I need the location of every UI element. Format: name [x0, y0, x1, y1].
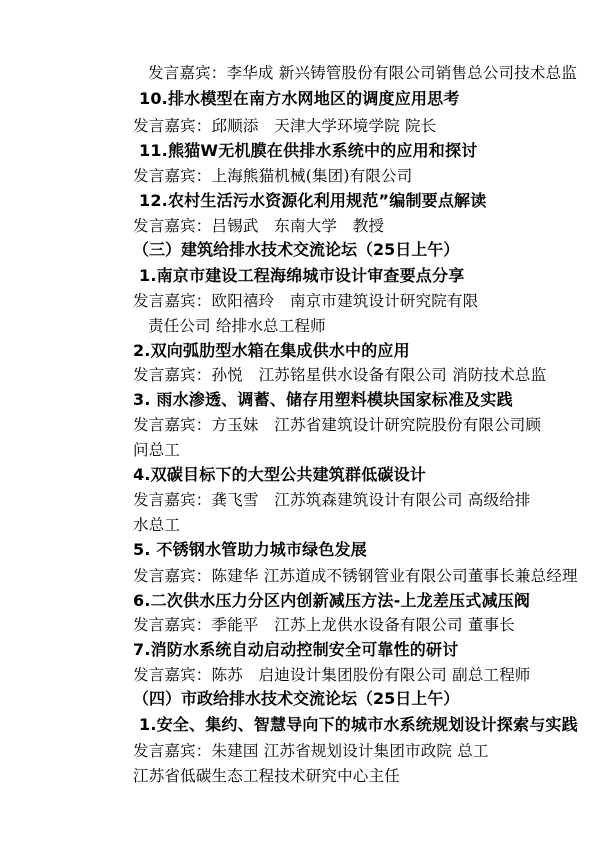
speaker-line: 发言嘉宾：邱顺添 天津大学环境学院 院长 [133, 117, 437, 135]
section-heading: （三）建筑给排水技术交流论坛（25日上午） [133, 240, 460, 259]
speaker-line-continued: 水总工 [133, 516, 181, 534]
speaker-line: 发言嘉宾：朱建国 江苏省规划设计集团市政院 总工 [133, 742, 489, 760]
speaker-line: 发言嘉宾：季能平 江苏上龙供水设备有限公司 董事长 [133, 616, 515, 634]
speaker-line: 发言嘉宾：欧阳禧玲 南京市建筑设计研究院有限 [133, 292, 479, 310]
speaker-line: 发言嘉宾：陈苏 启迪设计集团股份有限公司 副总工程师 [133, 666, 531, 684]
speaker-line: 发言嘉宾：孙悦 江苏铭星供水设备有限公司 消防技术总监 [133, 366, 547, 384]
speaker-line-continued: 问总工 [133, 441, 181, 459]
talk-title: 1.南京市建设工程海绵城市设计审查要点分享 [139, 266, 465, 285]
talk-title: 7.消防水系统自动启动控制安全可靠性的研讨 [133, 640, 459, 659]
talk-title: 2.双向弧肋型水箱在集成供水中的应用 [133, 341, 410, 360]
talk-title: 6.二次供水压力分区内创新减压方法-上龙差压式减压阀 [133, 591, 531, 610]
talk-title: 1.安全、集约、智慧导向下的城市水系统规划设计探索与实践 [139, 715, 578, 734]
speaker-line: 发言嘉宾：龚飞雪 江苏筑森建筑设计有限公司 高级给排 [133, 491, 531, 509]
talk-title: 10.排水模型在南方水网地区的调度应用思考 [139, 89, 460, 108]
talk-title: 5. 不锈钢水管助力城市绿色发展 [133, 540, 367, 559]
section-heading: （四）市政给排水技术交流论坛（25日上午） [133, 689, 460, 708]
speaker-line-continued: 责任公司 给排水总工程师 [148, 317, 326, 335]
speaker-line: 发言嘉宾：李华成 新兴铸管股份有限公司销售总公司技术总监 [148, 64, 578, 82]
talk-title: 12.农村生活污水资源化利用规范”编制要点解读 [139, 191, 487, 210]
speaker-line: 发言嘉宾：吕锡武 东南大学 教授 [133, 217, 385, 235]
talk-title: 4.双碳目标下的大型公共建筑群低碳设计 [133, 465, 427, 484]
talk-title: 11.熊猫W无机膜在供排水系统中的应用和探讨 [139, 141, 478, 160]
speaker-line: 发言嘉宾：陈建华 江苏道成不锈钢管业有限公司董事长兼总经理 [133, 567, 578, 585]
speaker-line: 发言嘉宾：方玉妹 江苏省建筑设计研究院股份有限公司顾 [133, 416, 542, 434]
speaker-line: 发言嘉宾：上海熊猫机械(集团)有限公司 [133, 167, 413, 185]
speaker-line-continued: 江苏省低碳生态工程技术研究中心主任 [133, 767, 400, 785]
talk-title: 3. 雨水渗透、调蓄、储存用塑料模块国家标准及实践 [133, 390, 513, 409]
